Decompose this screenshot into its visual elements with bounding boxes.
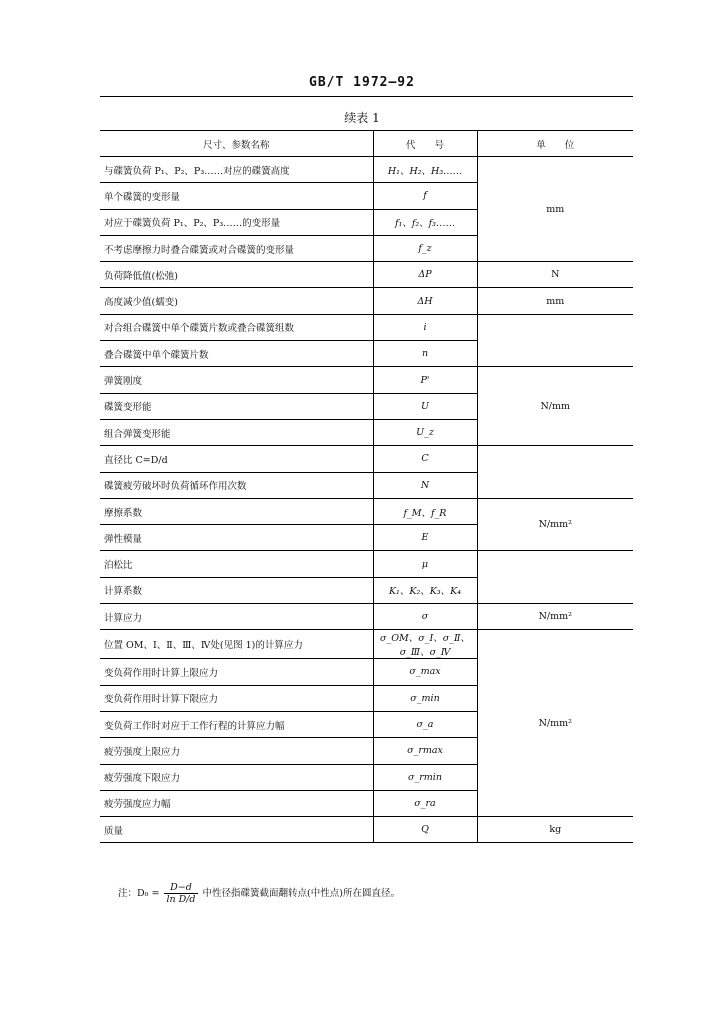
note-fraction-numerator: D−d [164,882,197,894]
row-name: 变负荷工作时对应于工作行程的计算应力幅 [100,711,373,737]
row-symbol: ΔP [373,262,477,288]
row-unit: N [477,262,633,288]
table-row [100,367,633,393]
row-symbol: σ_a [373,711,477,737]
row-name: 计算应力 [100,604,373,630]
row-symbol: C [373,446,477,472]
row-name: 疲劳强度上限应力 [100,738,373,764]
table-caption: 续表 1 [344,111,380,125]
row-symbol: ΔH [373,288,477,314]
row-symbol: σ_rmax [373,738,477,764]
row-name: 碟簧疲劳破坏时负荷循环作用次数 [100,472,373,498]
row-name: 变负荷作用时计算下限应力 [100,685,373,711]
row-symbol: K₁、K₂、K₃、K₄ [373,577,477,603]
row-symbol: σ_min [373,685,477,711]
row-symbol: f_M、f_R [373,498,477,524]
table-row [100,604,633,630]
row-unit: mm [477,157,633,262]
note-fraction [164,882,197,905]
document-header: GB/T 1972—92 [309,75,415,90]
note-prefix: 注：D₀ = [118,888,160,899]
row-symbol: f_z [373,235,477,261]
row-name: 摩擦系数 [100,498,373,524]
table-row [100,262,633,288]
row-name: 对应于碟簧负荷 P₁、P₂、P₃……的变形量 [100,209,373,235]
table-row [100,630,633,659]
row-name: 泊松比 [100,551,373,577]
table-row [100,446,633,472]
row-symbol: U_z [373,419,477,445]
row-name: 弹簧刚度 [100,367,373,393]
row-unit-empty [477,446,633,499]
row-name: 疲劳强度下限应力 [100,764,373,790]
row-name: 高度减少值(蠕变) [100,288,373,314]
table-row [100,288,633,314]
row-symbol: σ_max [373,659,477,685]
header-rule [100,96,633,97]
row-unit-empty [477,314,633,367]
parameter-table [100,130,633,843]
table-row [100,817,633,843]
table-row [100,157,633,183]
col-header-name: 尺寸、参数名称 [100,131,373,157]
row-symbol: Q [373,817,477,843]
row-symbol: U [373,393,477,419]
row-unit: N/mm [477,367,633,446]
row-symbol: n [373,341,477,367]
table-header-row [100,131,633,157]
row-symbol: P' [373,367,477,393]
table-row [100,314,633,340]
row-name: 位置 OM、Ⅰ、Ⅱ、Ⅲ、Ⅳ处(见图 1)的计算应力 [100,630,373,659]
row-name: 对合组合碟簧中单个碟簧片数或叠合碟簧组数 [100,314,373,340]
row-symbol: μ [373,551,477,577]
row-unit: N/mm² [477,498,633,551]
note-suffix: 中性径指碟簧截面翻转点(中性点)所在圆直径。 [202,888,400,899]
row-symbol: E [373,525,477,551]
row-symbol: f [373,183,477,209]
note-fraction-denominator: ln D/d [166,894,196,905]
row-symbol: σ_rmin [373,764,477,790]
row-symbol: i [373,314,477,340]
row-name: 不考虑摩擦力时叠合碟簧或对合碟簧的变形量 [100,235,373,261]
row-name: 叠合碟簧中单个碟簧片数 [100,341,373,367]
row-unit: mm [477,288,633,314]
row-name: 质量 [100,817,373,843]
row-unit: N/mm² [477,630,633,817]
col-header-symbol: 代 号 [373,131,477,157]
row-name: 碟簧变形能 [100,393,373,419]
row-symbol: N [373,472,477,498]
row-name: 弹性模量 [100,525,373,551]
row-name: 负荷降低值(松弛) [100,262,373,288]
col-header-unit: 单 位 [477,131,633,157]
row-unit-empty [477,551,633,604]
row-symbol: σ_OM、σ_Ⅰ、σ_Ⅱ、σ_Ⅲ、σ_Ⅳ [373,630,477,659]
row-name: 组合弹簧变形能 [100,419,373,445]
row-symbol: σ [373,604,477,630]
row-name: 计算系数 [100,577,373,603]
row-symbol: σ_ra [373,790,477,816]
row-symbol: f₁、f₂、f₃…… [373,209,477,235]
table-footnote [118,882,400,905]
row-name: 直径比 C=D/d [100,446,373,472]
row-unit: kg [477,817,633,843]
table-row [100,498,633,524]
row-name: 与碟簧负荷 P₁、P₂、P₃……对应的碟簧高度 [100,157,373,183]
table-row [100,551,633,577]
row-name: 变负荷作用时计算上限应力 [100,659,373,685]
row-unit: N/mm² [477,604,633,630]
row-symbol: H₁、H₂、H₃…… [373,157,477,183]
row-name: 单个碟簧的变形量 [100,183,373,209]
row-name: 疲劳强度应力幅 [100,790,373,816]
